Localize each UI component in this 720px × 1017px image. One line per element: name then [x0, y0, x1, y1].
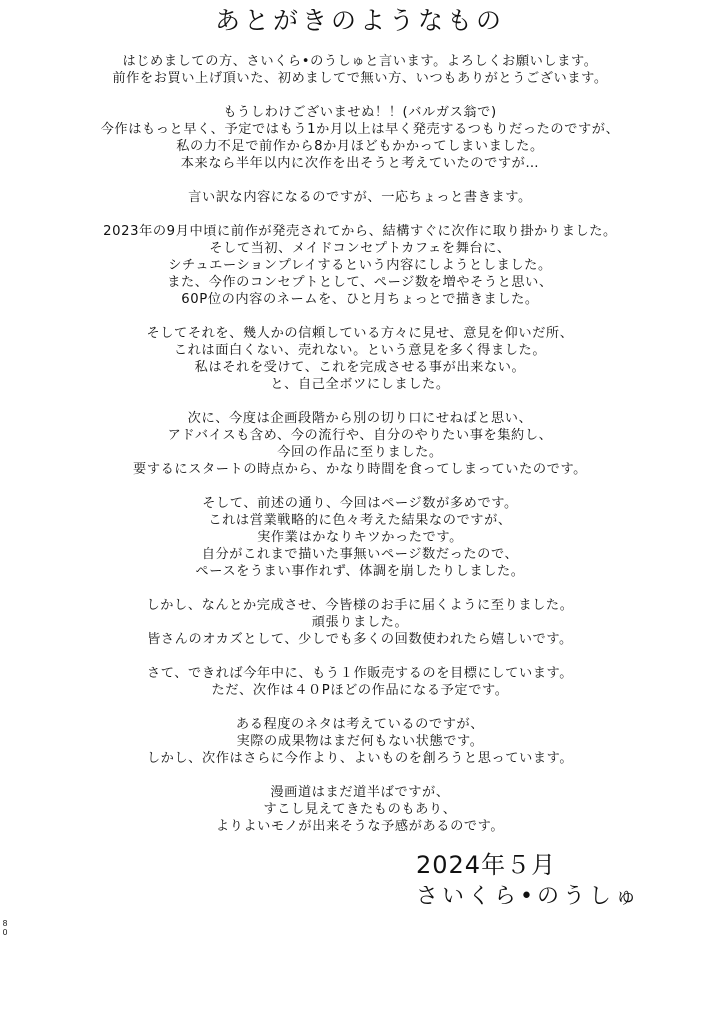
text-line: 要するにスタートの時点から、かなり時間を食ってしまっていたのです。: [133, 462, 587, 477]
paragraph-page-count: [0, 495, 720, 580]
text-line: ある程度のネタは考えているのですが、: [235, 717, 485, 732]
text-line: はじめましての方、さいくら•のうしゅと言います。よろしくお願いします。: [122, 54, 598, 69]
text-line: ペースをうまい事作れず、体調を崩したりしました。: [195, 564, 525, 579]
signature-date: 2024年５月: [416, 851, 557, 879]
paragraph-next-ideas: [0, 716, 720, 767]
text-line: アドバイスも含め、今の流行や、自分のやりたい事を集約し、: [167, 428, 553, 443]
text-line: 今回の作品に至りました。: [277, 445, 443, 460]
text-line: 言い訳な内容になるのですが、一応ちょっと書きます。: [188, 190, 532, 205]
text-line: ただ、次作は４０Pほどの作品になる予定です。: [211, 683, 509, 698]
text-line: 漫画道はまだ道半ばですが、: [270, 785, 450, 800]
text-line: 実際の成果物はまだ何もない状態です。: [236, 734, 484, 749]
text-line: そして、前述の通り、今回はページ数が多めです。: [202, 496, 518, 511]
text-line: そして当初、メイドコンセプトカフェを舞台に、: [209, 241, 511, 256]
paragraph-replan: [0, 410, 720, 478]
afterword-body: [0, 53, 720, 852]
text-line: 今作はもっと早く、予定ではもう1か月以上は早く発売するつもりだったのですが、: [100, 122, 620, 137]
text-line: 2023年の9月中頃に前作が発売されてから、結構すぐに次作に取り掛かりました。: [103, 224, 617, 239]
text-line: しかし、次作はさらに今作より、よいものを創ろうと思っています。: [146, 751, 574, 766]
paragraph-next-goal: [0, 665, 720, 699]
text-line: さて、できれば今年中に、もう１作販売するのを目標にしています。: [146, 666, 574, 681]
page-title: あとがきのようなもの: [214, 6, 505, 35]
text-line: 前作をお買い上げ頂いた、初めましてで無い方、いつもありがとうございます。: [112, 71, 608, 86]
text-line: 皆さんのオカズとして、少しでも多くの回数使われたら嬉しいです。: [147, 632, 573, 647]
text-line: シチュエーションプレイするという内容にしようとしました。: [168, 258, 552, 273]
text-line: 自分がこれまで描いた事無いページ数だったので、: [201, 547, 519, 562]
text-line: 私の力不足で前作から8か月ほどもかかってしまいました。: [176, 139, 544, 154]
paragraph-feedback: [0, 325, 720, 393]
text-line: しかし、なんとか完成させ、今皆様のお手に届くように至りました。: [146, 598, 574, 613]
text-line: 60P位の内容のネームを、ひと月ちょっとで描きました。: [181, 292, 539, 307]
paragraph-apology: [0, 104, 720, 172]
paragraph-greeting: [0, 53, 720, 87]
text-line: 次に、今度は企画段階から別の切り口にせねばと思い、: [187, 411, 533, 426]
text-line: これは面白くない、売れない。という意見を多く得ました。: [173, 343, 547, 358]
page-number: 80: [2, 919, 8, 937]
text-line: 私はそれを受けて、これを完成させる事が出来ない。: [194, 360, 526, 375]
text-line: また、今作のコンセプトとして、ページ数を増やそうと思い、: [167, 275, 553, 290]
signature-author: さいくら•のうしゅ: [416, 884, 641, 909]
paragraph-closing: [0, 784, 720, 835]
text-line: これは営業戦略的に色々考えた結果なのですが、: [208, 513, 512, 528]
text-line: 本来なら半年以内に次作を出そうと考えていたのですが…: [180, 156, 540, 171]
paragraph-history: [0, 223, 720, 308]
paragraph-excuse-intro: [0, 189, 720, 206]
text-line: 実作業はかなりキツかったです。: [257, 530, 463, 545]
text-line: もうしわけございませぬ！！(バルガス翁で): [223, 105, 497, 120]
paragraph-completion: [0, 597, 720, 648]
text-line: 頑張りました。: [311, 615, 409, 630]
text-line: よりよいモノが出来そうな予感があるのです。: [215, 819, 505, 834]
signature-block: [416, 850, 641, 912]
text-line: そしてそれを、幾人かの信頼している方々に見せ、意見を仰いだ所、: [146, 326, 574, 341]
text-line: と、自己全ボツにしました。: [270, 377, 450, 392]
text-line: すこし見えてきたものもあり、: [263, 802, 457, 817]
